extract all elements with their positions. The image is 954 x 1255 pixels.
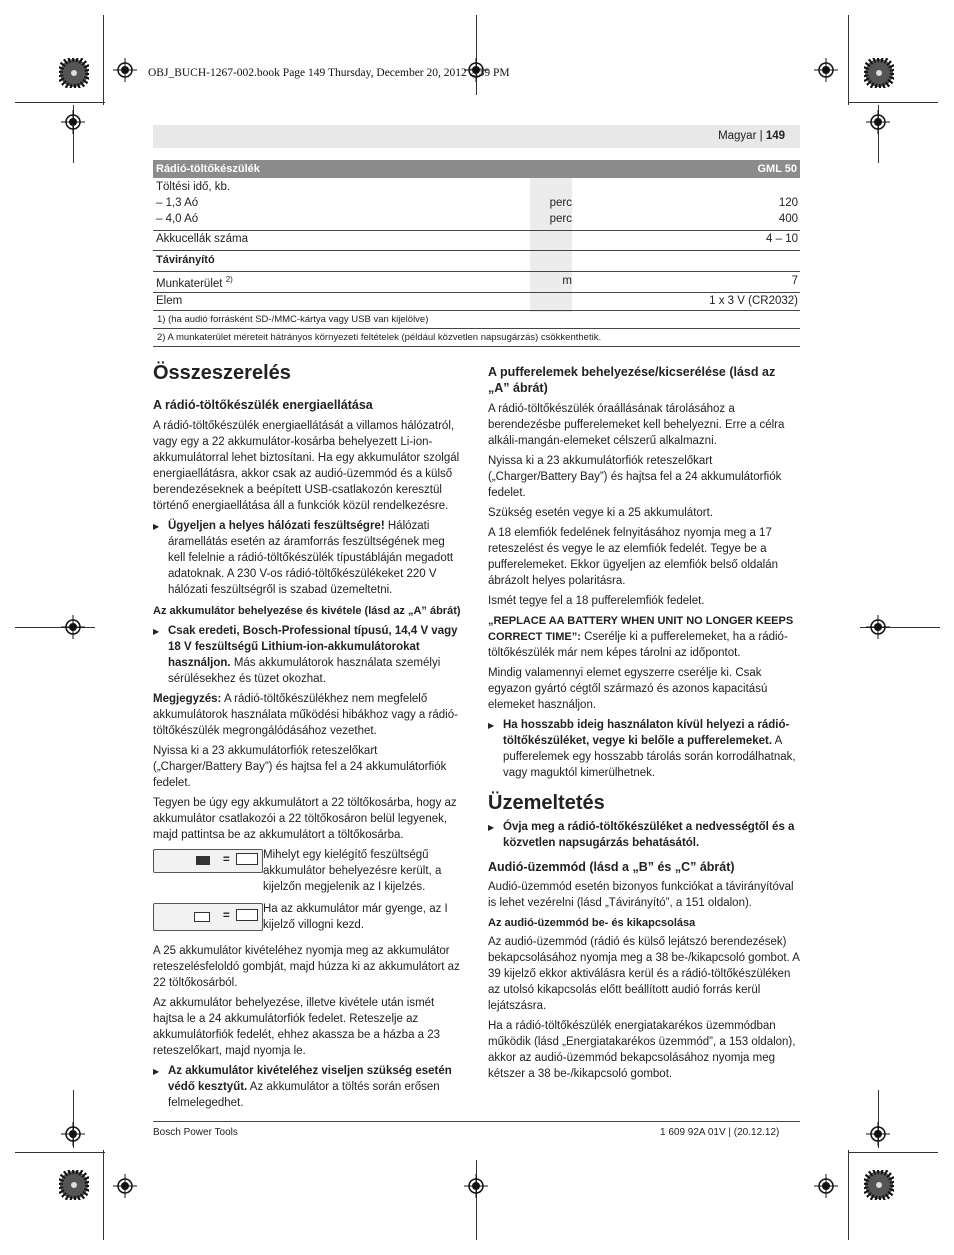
remote-label: Távirányító <box>156 254 215 266</box>
page-number: Magyar | 149 <box>718 130 785 142</box>
section-heading: Üzemeltetés <box>488 792 605 814</box>
color-rosette-icon <box>59 58 89 88</box>
warning-bullet <box>488 819 800 851</box>
header-page: 149 <box>765 130 785 142</box>
subheading: A rádió-töltőkészülék energiaellátása <box>153 398 373 412</box>
table-row <box>153 178 800 231</box>
footer-right: 1 609 92A 01V | (20.12.12) <box>660 1127 780 1138</box>
range-value: 7 <box>791 275 798 287</box>
paragraph: Tegyen be úgy egy akkumulátort a 22 töltőkosárba, hogy az akkumulátor csatlakozói a 22 töltőkosáron belül legyenek, majd pattintsa be az akkumulátort a töltőkosárba. <box>153 797 457 841</box>
charge-row-label: – 4,0 Aó <box>156 213 199 225</box>
subheading: A pufferelemek behelyezése/kicserélése (lásd az „A” ábrát) <box>488 365 776 395</box>
note-label: Megjegyzés: <box>153 693 222 705</box>
spec-table-model: GML 50 <box>757 163 797 175</box>
paragraph: Ismét tegye fel a 18 pufferelemfiók fedelet. <box>488 595 705 607</box>
paragraph <box>488 613 800 661</box>
charge-label: Töltési idő, kb. <box>156 181 231 193</box>
warning-bullet <box>153 623 465 687</box>
battery-label: Elem <box>156 295 183 307</box>
registration-mark-icon <box>814 1174 838 1198</box>
note-paragraph <box>153 691 465 739</box>
subheading: Az audió-üzemmód be- és kikapcsolása <box>488 917 696 929</box>
note-text: A rádió-töltőkészülékhez nem megfelelő akkumulátorok használata működési hibákhoz vagy a rádió-töltőkészülék megrongálódásához vezethet. <box>153 693 458 737</box>
battery-icon <box>236 853 258 865</box>
battery-indicator-row: = Mihelyt egy kielégítő feszültségű akkumulátor behelyezésre került, a kijelzőn megjelenik az I kijelzés. <box>153 847 465 897</box>
cells-value: 4 – 10 <box>766 233 798 245</box>
warning-bullet <box>488 717 800 781</box>
charge-row-value: 120 <box>778 197 798 209</box>
paragraph: Mindig valamennyi elemet egyszerre cserélje ki. Csak egyazon gyártó cégtől származó és azonos kapacitású elemeket használjon. <box>488 667 768 711</box>
paragraph: Nyissa ki a 23 akkumulátorfiók reteszelőkart („Charger/Battery Bay”) és hajtsa fel a 24 akkumulátorfiók fedelet. <box>153 745 447 789</box>
spec-table-header <box>153 160 800 178</box>
registration-mark-icon <box>113 58 137 82</box>
subheading: Audió-üzemmód (lásd a „B” és „C” ábrát) <box>488 860 735 874</box>
section-heading: Összeszerelés <box>153 362 291 384</box>
paragraph: A 18 elemfiók fedelének felnyitásához nyomja meg a 17 reteszelést és vegye le az elemfiók fedelét. Tegye be a pufferelemeket. Ekkor ügyeljen az elemfiók belső oldalán ábrázolt helyes polaritásra. <box>488 527 779 587</box>
registration-mark-icon <box>61 615 85 639</box>
bullet-bold: Az akkumulátor kivételéhez viseljen szükség esetén védő kesztyűt. <box>168 1065 452 1093</box>
registration-mark-icon <box>464 1174 488 1198</box>
bullet-text: Hálózati áramellátás esetén az áramforrás feszültségének meg kell felelnie a rádió-töltőkészülék típustábláján megadott adatoknak. A 230 V-os rádió-töltőkészülékeket 220 V hálózati feszültségről is szabad üzemeltetni. <box>168 520 454 596</box>
registration-mark-icon <box>61 110 85 134</box>
paragraph: A 25 akkumulátor kivételéhez nyomja meg az akkumulátor reteszelésfeloldó gombját, majd húzza ki az akkumulátort az 22 töltőkosárból. <box>153 945 460 989</box>
left-column <box>153 397 465 1115</box>
charge-row-unit: perc <box>549 213 572 225</box>
spec-table <box>153 160 800 312</box>
divider <box>153 328 800 329</box>
right-column <box>488 364 800 1086</box>
bullet-bold: Ha hosszabb ideig használaton kívül helyezi a rádió-töltőkészüléket, vegye ki belőle a pufferelemeket. <box>503 719 790 747</box>
page-header <box>153 125 800 148</box>
range-footnote-ref: 2) <box>225 275 233 284</box>
paragraph: Az audió-üzemmód (rádió és külső lejátszó berendezések) bekapcsolásához nyomja meg a 38 be-/kikapcsoló gombot. A 39 kijelző ekkor aktiválásra kerül és a rádió-töltőkészüléken az utolsó kikapcsolás előtt beállított audió forrás kerül lejátszásra. <box>488 936 800 1012</box>
charge-row-label: – 1,3 Aó <box>156 197 199 209</box>
registration-mark-icon <box>866 1122 890 1146</box>
divider <box>153 346 800 347</box>
paragraph: Az akkumulátor behelyezése, illetve kivétele után ismét hajtsa le a 24 akkumulátorfiók fedelet. Reteszelje az akkumulátorfiók fedelét, ehhez akassza be a házba a 23 reteszelőkart, majd nyomja le. <box>153 997 441 1057</box>
message-label: „REPLACE AA BATTERY WHEN UNIT NO LONGER KEEPS CORRECT TIME”: <box>488 615 794 643</box>
bullet-bold: Csak eredeti, Bosch-Professional típusú, 14,4 V vagy 18 V feszültségű Lithium-ion-akkumulátorokat használjon. <box>168 625 458 669</box>
range-label: Munkaterület <box>156 277 223 290</box>
footer-left: Bosch Power Tools <box>153 1127 238 1138</box>
paragraph: Audió-üzemmód esetén bizonyos funkciókat a távirányítóval is lehet vezérelni (lásd „Távirányító”, a 151 oldalon). <box>488 881 794 909</box>
bullet-bold: Ügyeljen a helyes hálózati feszültségre! <box>168 520 385 532</box>
range-label-wrap <box>156 275 233 290</box>
registration-mark-icon <box>866 110 890 134</box>
paragraph: Szükség esetén vegye ki a 25 akkumulátort. <box>488 507 714 519</box>
paragraph: A rádió-töltőkészülék óraállásának tárolásához a berendezésbe pufferelemeket kell behelyezni. Erre a célra alkáli-mangán-elemeket célszerű alkalmazni. <box>488 403 785 447</box>
subheading: Az akkumulátor behelyezése és kivétele (lásd az „A” ábrát) <box>153 605 461 617</box>
paragraph: Nyissa ki a 23 akkumulátorfiók reteszelőkart („Charger/Battery Bay”) és hajtsa fel a 24 akkumulátorfiók fedelet. <box>488 455 782 499</box>
charge-row-value: 400 <box>778 213 798 225</box>
table-row <box>153 251 800 272</box>
message-text: Cserélje ki a pufferelemeket, ha a rádió-töltőkészülék már nem képes tárolni az időpontot. <box>488 631 788 659</box>
footnote: 1) (ha audió forrásként SD-/MMC-kártya vagy USB van kijelölve) <box>157 314 429 325</box>
footer-divider <box>153 1121 800 1122</box>
bullet-bold: Óvja meg a rádió-töltőkészüléket a nedvességtől és a közvetlen napsugárzás behatásától. <box>503 821 795 849</box>
spec-table-title: Rádió-töltőkészülék <box>156 163 260 175</box>
indicator-text: Ha az akkumulátor már gyenge, az I kijelző villogni kezd. <box>263 903 448 931</box>
battery-indicator-row: = Ha az akkumulátor már gyenge, az I kijelző villogni kezd. <box>153 901 465 937</box>
battery-value: 1 x 3 V (CR2032) <box>709 295 798 307</box>
registration-mark-icon <box>814 58 838 82</box>
cells-label: Akkucellák száma <box>156 233 249 245</box>
registration-mark-icon <box>866 615 890 639</box>
paragraph: A rádió-töltőkészülék energiaellátását a villamos hálózatról, vagy egy a 22 akkumulátor-kosárba behelyezett Li-ion-akkumulátorral lehet biztosítani. Ha egy akkumulátor szolgál energiaellátásra, akkor csak az audió-üzemmód és a külső berendezéseknek a beépített USB-csatlakozón keresztül történő energiaellátása áll a funkciók közül rendelkezésre. <box>153 420 460 512</box>
table-row <box>153 231 800 251</box>
warning-bullet <box>153 1063 465 1111</box>
battery-icon <box>236 909 258 921</box>
bullet-text: A pufferelemek egy hosszabb tárolás során korrodálhatnak, vagy maguktól kimerülhetnek. <box>503 735 796 779</box>
bullet-text: Más akkumulátorok használata személyi sérülésekhez és tüzet okozhat. <box>168 657 441 685</box>
divider <box>153 310 800 311</box>
footnote: 2) A munkaterület méreteit hátrányos környezeti feltételek (például közvetlen napsugárzás) csökkenthetik. <box>157 332 602 343</box>
header-language: Magyar <box>718 130 757 142</box>
color-rosette-icon <box>864 58 894 88</box>
paragraph: Ha a rádió-töltőkészülék energiatakarékos üzemmódban működik (lásd „Energiatakarékos üzemmód”, a 153 oldalon), akkor az audió-üzemmód bekapcsolásához nyomja meg kétszer a 38 be-/kikapcsoló gombot. <box>488 1020 796 1080</box>
range-unit: m <box>562 275 572 287</box>
book-info-line: OBJ_BUCH-1267-002.book Page 149 Thursday, December 20, 2012 2:39 PM <box>148 67 510 79</box>
registration-mark-icon <box>61 1122 85 1146</box>
bullet-text: Az akkumulátor a töltés során erősen felmelegedhet. <box>168 1081 440 1109</box>
indicator-text: Mihelyt egy kielégítő feszültségű akkumulátor behelyezésre került, a kijelzőn megjelenik az I kijelzés. <box>263 849 442 893</box>
registration-mark-icon <box>113 1174 137 1198</box>
color-rosette-icon <box>864 1170 894 1200</box>
charge-row-unit: perc <box>549 197 572 209</box>
warning-bullet <box>153 518 465 598</box>
table-row <box>153 272 800 293</box>
color-rosette-icon <box>59 1170 89 1200</box>
